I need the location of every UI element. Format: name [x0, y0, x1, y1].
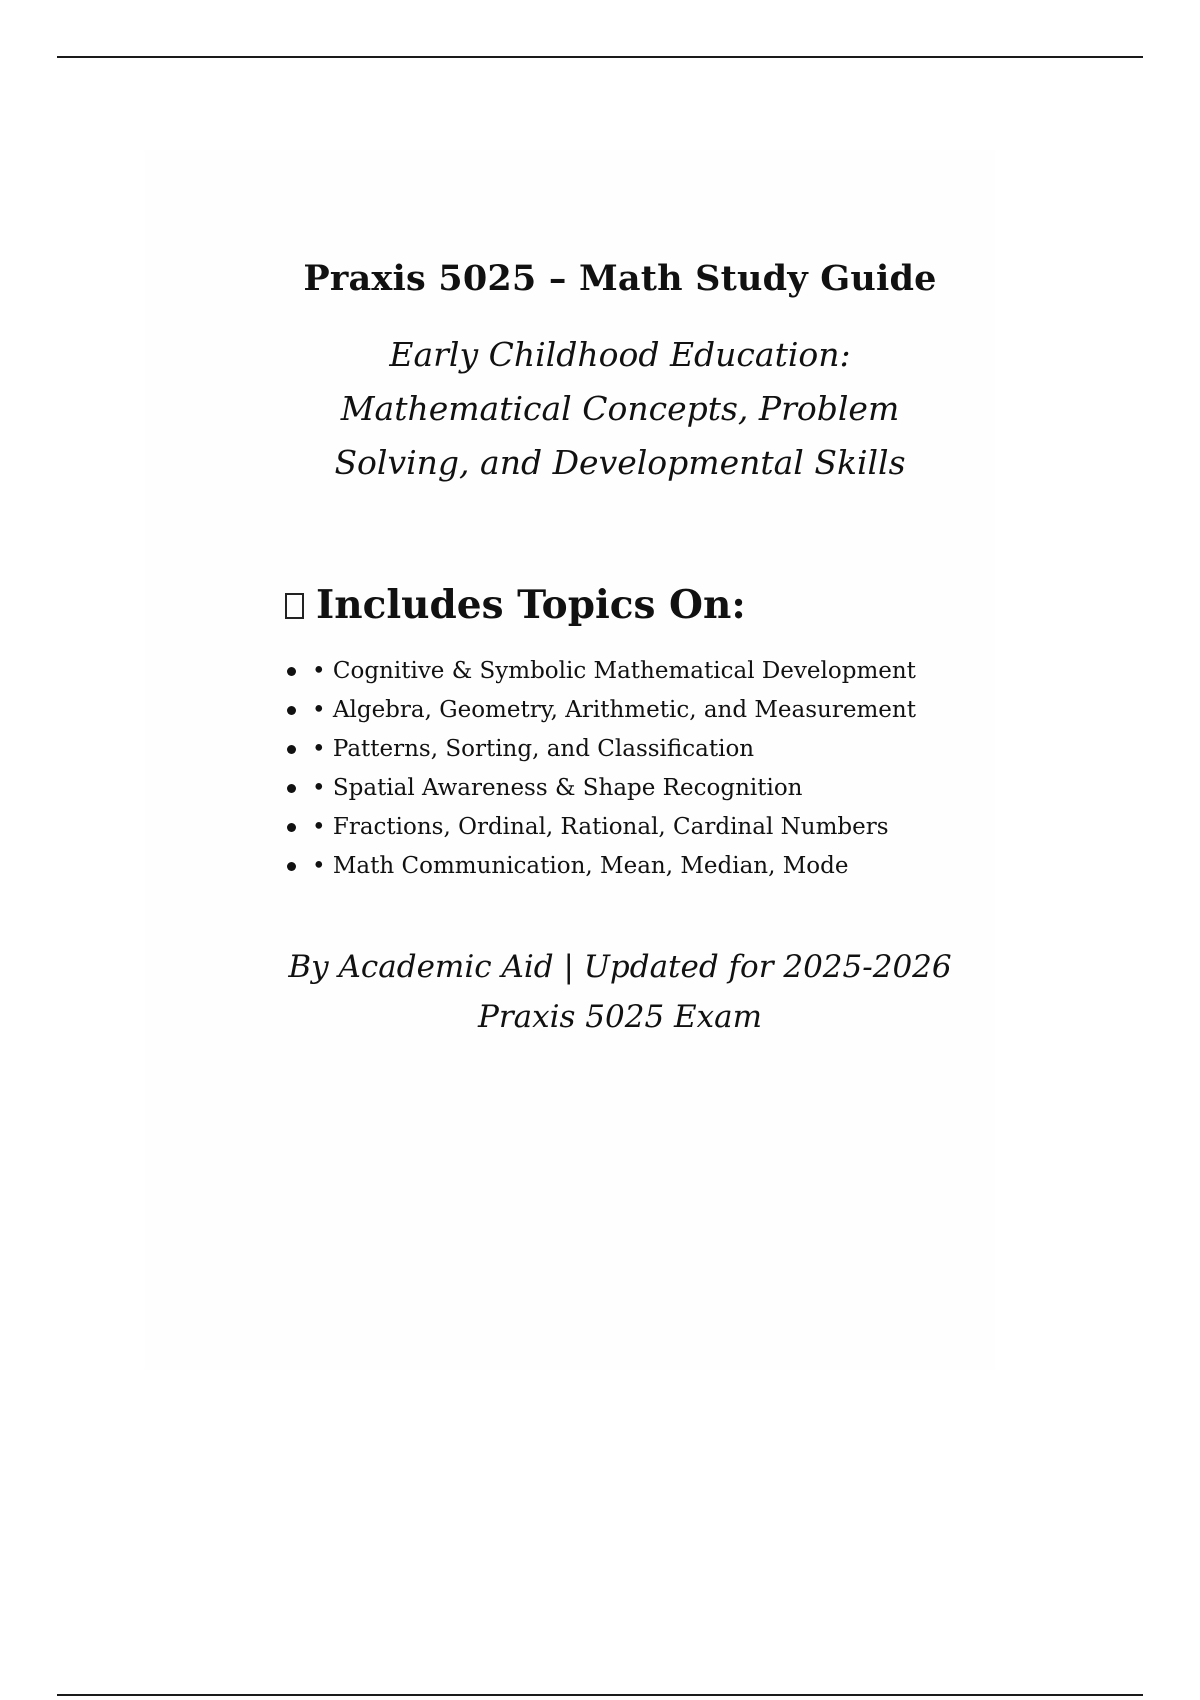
subtitle-line: Solving, and Developmental Skills [334, 443, 906, 482]
bullet-icon [287, 667, 296, 676]
topic-text: • Algebra, Geometry, Arithmetic, and Measurement [312, 697, 916, 723]
list-item [285, 808, 916, 847]
list-item [285, 691, 916, 730]
topic-text: • Fractions, Ordinal, Rational, Cardinal Numbers [312, 814, 889, 840]
list-item [285, 847, 916, 886]
list-item [285, 652, 916, 691]
topics-heading-text: Includes Topics On: [316, 582, 746, 628]
header-rule [57, 56, 1143, 58]
byline-line: By Academic Aid | Updated for 2025-2026 [288, 949, 952, 985]
topic-text: • Spatial Awareness & Shape Recognition [312, 775, 803, 801]
topic-text: • Cognitive & Symbolic Mathematical Development [312, 658, 916, 684]
document-title: Praxis 5025 – Math Study Guide [303, 258, 937, 299]
footer-rule [57, 1694, 1143, 1696]
bullet-icon [287, 745, 296, 754]
missing-glyph-icon [285, 593, 304, 619]
subtitle-line: Early Childhood Education: [389, 335, 851, 374]
byline-line: Praxis 5025 Exam [477, 999, 763, 1035]
topic-text: • Patterns, Sorting, and Classification [312, 736, 755, 762]
topics-heading [285, 582, 746, 628]
topics-list [285, 652, 916, 886]
list-item [285, 769, 916, 808]
topic-text: • Math Communication, Mean, Median, Mode [312, 853, 849, 879]
document-subtitle [0, 328, 1200, 490]
bullet-icon [287, 706, 296, 715]
byline [0, 942, 1200, 1042]
bullet-icon [287, 823, 296, 832]
subtitle-line: Mathematical Concepts, Problem [340, 389, 900, 428]
bullet-icon [287, 784, 296, 793]
list-item [285, 730, 916, 769]
bullet-icon [287, 862, 296, 871]
